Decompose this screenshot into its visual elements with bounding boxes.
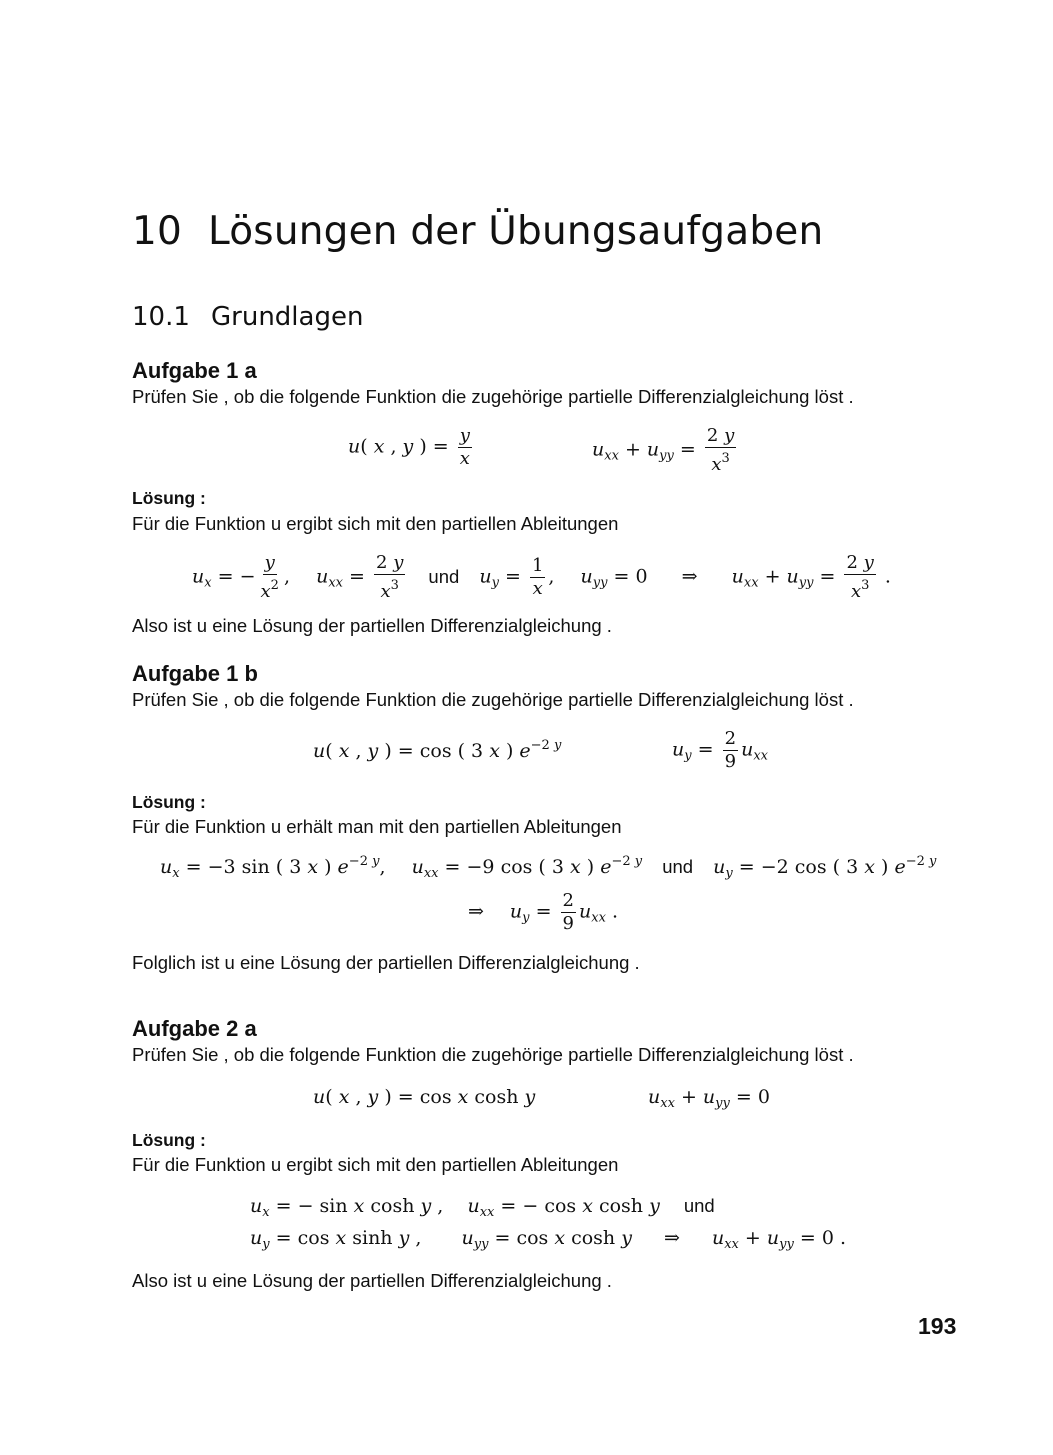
equation-function: u( x , y ) = $\frac{y}{x}$ (348, 425, 470, 469)
equation-pde: $u_{xx} + u_{yy} = 0$ (648, 1086, 770, 1111)
aufgabe-heading: Aufgabe 1 a (132, 358, 257, 383)
aufgabe-prompt: Prüfen Sie , ob die folgende Funktion die zugehörige partielle Differenzialgleichung löst . (132, 386, 854, 407)
section-title-text: Grundlagen (211, 302, 364, 332)
page-number: 193 (918, 1313, 957, 1339)
loesung-conclusion: Also ist u eine Lösung der partiellen Differenzialgleichung . (132, 615, 612, 636)
loesung-intro: Für die Funktion u ergibt sich mit den partiellen Ableitungen (132, 513, 619, 534)
equation-pde: $u_y$ = $\frac{2}{9}$ $u_{xx}$ (672, 728, 768, 772)
equation-derivatives-line2: $u_y = \cos x$ sinh y , $u_{yy} = \cos x$ cosh y ⇒ $u_{xx} + u_{yy} = 0$ . (250, 1227, 846, 1252)
equation-result: ⇒ $u_y$ = $\frac{2}{9}$ $u_{xx}$ . (468, 890, 618, 934)
loesung-intro: Für die Funktion u ergibt sich mit den partiellen Ableitungen (132, 1154, 619, 1175)
section-title (132, 302, 363, 332)
loesung-label: Lösung : (132, 792, 206, 812)
chapter-title (132, 209, 823, 254)
und-connector: und (662, 856, 694, 877)
equation-derivatives: $u_x$ = − $\frac{y}{x^2}$ , $u_{xx}$ = $\frac{2 y}{x^3}$ und $u_y$ = $\frac{1}{x}$ , $u_{yy} = 0$ ⇒ $u_{xx} + u_{yy}$ = $\frac{2 y}{x^3}$ . (192, 552, 891, 602)
loesung-conclusion: Folglich ist u eine Lösung der partiellen Differenzialgleichung . (132, 952, 640, 973)
equation-pde: $u_{xx} + u_{yy}$ = $\frac{2 y}{x^3}$ (592, 425, 735, 475)
equation-derivatives: $u_x = -3$ sin ( 3 x ) $e^{-2 y}$, $u_{xx} = -9$ cos ( 3 x ) $e^{-2 y}$ und $u_y = -2$ cos ( 3 x ) $e^{-2 y}$ (160, 854, 937, 881)
und-connector: und (428, 565, 460, 587)
equation-function: u( x , y ) = cos ( 3 x ) $e^{-2 y}$ (313, 738, 562, 762)
chapter-number: 10 (132, 209, 183, 254)
aufgabe-prompt: Prüfen Sie , ob die folgende Funktion die zugehörige partielle Differenzialgleichung löst . (132, 689, 854, 710)
loesung-conclusion: Also ist u eine Lösung der partiellen Differenzialgleichung . (132, 1270, 612, 1291)
section-number: 10.1 (132, 302, 190, 332)
equation-derivatives-line1: $u_x$ = − sin x cosh y , $u_{xx}$ = − cos x cosh y und (250, 1195, 715, 1220)
aufgabe-prompt: Prüfen Sie , ob die folgende Funktion die zugehörige partielle Differenzialgleichung löst . (132, 1044, 854, 1065)
loesung-intro: Für die Funktion u erhält man mit den partiellen Ableitungen (132, 816, 622, 837)
aufgabe-heading: Aufgabe 2 a (132, 1016, 257, 1041)
equation-function: u( x , y ) = cos x cosh y (313, 1086, 536, 1108)
chapter-title-text: Lösungen der Übungsaufgaben (208, 209, 824, 254)
aufgabe-heading: Aufgabe 1 b (132, 661, 258, 686)
und-connector: und (683, 1195, 715, 1216)
loesung-label: Lösung : (132, 1130, 206, 1150)
loesung-label: Lösung : (132, 488, 206, 508)
